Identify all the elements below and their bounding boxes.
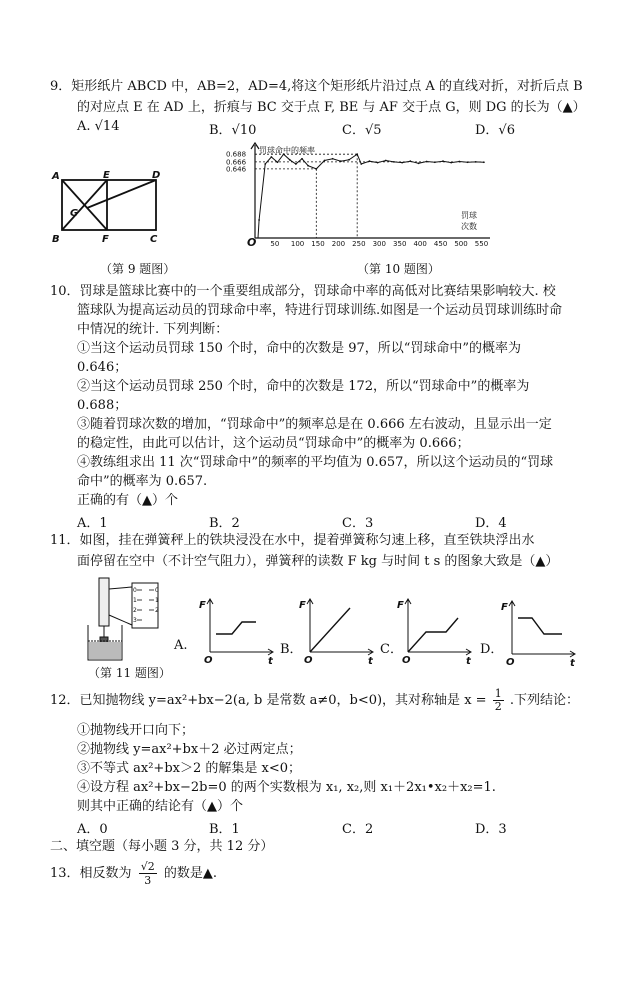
q12-stmt-2: ②抛物线 y=ax²+bx＋2 必过两定点； [77, 742, 302, 757]
q11-option-d-label: D． [480, 642, 504, 657]
chart-x-tick: 400 [413, 240, 427, 248]
chart-point [356, 153, 358, 155]
figure-9 [50, 168, 170, 248]
q12-option-a: A．0 [77, 822, 108, 837]
chart-point [377, 162, 379, 164]
scale-mark-3: 3 [133, 617, 137, 624]
q9-option-c: C．√5 [342, 123, 382, 138]
q11-option-a-label: A. [174, 638, 188, 653]
q11-line-2: 面停留在空中（不计空气阻力），弹簧秤的读数 F kg 与时间 t s 的图象大致是（▲） [77, 554, 559, 569]
graph-d-f: F [501, 602, 508, 613]
q12-stmt-4: ④设方程 ax²+bx−2b=0 的两个实数根为 x₁, x₂,则 x₁＋2x₁•x₂＋x₂=1. [77, 780, 496, 795]
fig11-caption: （第 11 题图） [88, 666, 171, 680]
chart-y-label: 罚球命中的频率 [259, 146, 315, 155]
q12-option-d: D．3 [475, 822, 507, 837]
chart-point [434, 161, 436, 163]
chart-x-tick: 450 [433, 240, 448, 248]
q9-option-a: A. √14 [77, 119, 120, 134]
chart-point [332, 158, 334, 160]
chart-x-label-2: 次数 [461, 222, 477, 231]
q13-post: 的数是▲. [163, 866, 217, 881]
fig9-label-e: E [103, 170, 110, 181]
q10-stmt-1a: ①当这个运动员罚球 150 个时，命中的次数是 97，所以“罚球命中”的概率为 [77, 341, 522, 356]
q13-frac-num: √2 [140, 860, 155, 873]
chart-x-tick: 150 [311, 240, 325, 248]
chart-point [393, 161, 395, 163]
fig10-caption: （第 10 题图） [357, 262, 440, 276]
chart-point [401, 162, 403, 164]
chart-x-tick: 550 [474, 240, 489, 248]
graph-c-f: F [397, 600, 404, 611]
q13-pre: 13．相反数为 [50, 866, 132, 881]
chart-point [467, 161, 469, 163]
fig9-label-c: C [150, 234, 158, 245]
chart-point [315, 168, 317, 170]
graph-a-f: F [199, 600, 206, 611]
chart-x-tick: 100 [290, 240, 305, 248]
q10-option-a: A．1 [77, 516, 108, 531]
chart-y-tick: 0.688 [226, 150, 247, 159]
fig9-label-d: D [152, 170, 161, 181]
q10-stmt-3b: 的稳定性，由此可以估计，这个运动员“罚球命中”的概率为 0.666； [77, 436, 470, 451]
q10-option-c: C．3 [342, 516, 374, 531]
chart-point [301, 158, 303, 160]
chart-x-label-1: 罚球 [461, 211, 477, 220]
graph-b-f: F [299, 600, 306, 611]
chart-y-tick: 0.666 [226, 158, 247, 167]
graph-c-o: O [402, 655, 411, 664]
q10-line-2: 篮球队为提高运动员的罚球命中率，特进行罚球训练.如图是一个运动员罚球训练时命 [77, 303, 563, 318]
q10-options [77, 512, 577, 530]
q12-line-1b: .下列结论： [509, 693, 579, 708]
q10-stmt-2a: ②当这个运动员罚球 250 个时，命中的次数是 172，所以“罚球命中”的概率为 [77, 379, 530, 394]
q12-options [77, 818, 577, 836]
chart-point [307, 165, 309, 167]
chart-point [483, 161, 485, 163]
scale-mark-r1: 1 [155, 597, 159, 604]
q12-stmt-1: ①抛物线开口向下； [77, 723, 195, 738]
q12-frac-den: 2 [494, 700, 502, 713]
chart-point [385, 160, 387, 162]
figure-10-chart [225, 140, 515, 250]
q11-graph-b [298, 594, 378, 664]
chart-point [270, 156, 272, 158]
chart-point [324, 160, 326, 162]
chart-point [348, 159, 350, 161]
chart-x-tick: 500 [454, 240, 468, 248]
q11-graph-c [396, 594, 476, 664]
graph-d-t: t [570, 658, 575, 666]
q10-ask: 正确的有（▲）个 [77, 493, 178, 508]
chart-origin: O [247, 236, 257, 249]
chart-point [458, 161, 460, 163]
q12-ask: 则其中正确的结论有（▲）个 [77, 799, 243, 814]
chart-point [264, 163, 266, 165]
q10-line-3: 中情况的统计. 下列判断： [77, 322, 229, 337]
q9-option-d: D．√6 [475, 123, 515, 138]
chart-point [409, 160, 411, 162]
graph-b-t: t [368, 656, 373, 664]
q10-option-d: D．4 [475, 516, 507, 531]
q11-line-1: 11．如图，挂在弹簧秤上的铁块浸没在水中，提着弹簧称匀速上移，直至铁块浮出水 [50, 533, 535, 548]
q9-line-1: 9．矩形纸片 ABCD 中，AB=2，AD=4,将这个矩形纸片沿过点 A 的直线对折，对折后点 B [50, 79, 583, 94]
q12-option-b: B．1 [209, 822, 240, 837]
scale-mark-0: 0 [133, 587, 137, 594]
graph-b-o: O [304, 655, 313, 664]
chart-guides [255, 154, 484, 238]
chart-series [258, 153, 485, 238]
q13-frac-den: 3 [144, 874, 152, 887]
q12-option-c: C．2 [342, 822, 374, 837]
figure-11 [82, 575, 172, 663]
q12-fraction [493, 688, 504, 713]
graph-d-o: O [506, 657, 515, 666]
q11-graph-d [500, 596, 580, 666]
fig9-label-b: B [52, 234, 60, 245]
chart-point [295, 163, 297, 165]
q13-line [50, 860, 217, 887]
chart-point [360, 163, 362, 165]
q12-line-1a: 12．已知抛物线 y=ax²+bx−2(a, b 是常数 a≠0，b<0)，其对称轴是 x = [50, 693, 487, 708]
q12-stmt-3: ③不等式 ax²+bx＞2 的解集是 x<0； [77, 761, 302, 776]
q10-stmt-4a: ④教练组求出 11 次“罚球命中”的频率的平均值为 0.657，所以这个运动员的“罚球 [77, 455, 554, 470]
chart-x-tick: 250 [352, 240, 366, 248]
q11-option-b-label: B． [280, 642, 303, 657]
fig9-label-f: F [102, 234, 109, 245]
chart-point [369, 160, 371, 162]
q10-stmt-2b: 0.688； [77, 398, 128, 413]
fig9-label-g: G [70, 208, 79, 219]
q10-stmt-4b: 命中”的概率为 0.657. [77, 474, 208, 489]
chart-x-tick: 350 [393, 240, 407, 248]
chart-y-tick: 0.646 [226, 165, 247, 174]
chart-point [418, 162, 420, 164]
chart-point [426, 161, 428, 163]
chart-point [289, 159, 291, 161]
graph-c-t: t [466, 656, 471, 664]
section-2-heading: 二、填空题（每小题 3 分，共 12 分） [50, 839, 274, 854]
q12-line-1 [50, 688, 579, 713]
chart-series-line [258, 154, 484, 238]
scale-mark-2: 2 [133, 607, 137, 614]
scale-mark-r2: 2 [155, 607, 159, 614]
chart-x-tick: 50 [270, 240, 280, 248]
chart-point [475, 161, 477, 163]
chart-x-tick: 300 [372, 240, 386, 248]
chart-point [258, 219, 260, 221]
chart-point [450, 162, 452, 164]
fig9-label-a: A [52, 171, 60, 182]
scale-mark-1: 1 [133, 597, 137, 604]
q11-option-c-label: C． [380, 642, 403, 657]
q12-frac-num: 1 [494, 687, 502, 700]
q11-graph-a [198, 594, 278, 664]
chart-point [442, 160, 444, 162]
q9-options [77, 119, 577, 137]
scale-mark-r0: 0 [155, 587, 159, 594]
chart-point [277, 161, 279, 163]
q10-stmt-3a: ③随着罚球次数的增加，“罚球命中”的频率总是在 0.666 左右波动，且显示出一定 [77, 417, 552, 432]
graph-a-t: t [268, 656, 273, 664]
q9-line-2: 的对应点 E 在 AD 上，折痕与 BC 交于点 F, BE 与 AF 交于点 G，则 DG 的长为（▲） [77, 100, 586, 115]
graph-a-o: O [204, 655, 213, 664]
fig9-caption: （第 9 题图） [100, 262, 176, 276]
chart-x-tick: 200 [331, 240, 346, 248]
chart-point [340, 160, 342, 162]
q13-fraction [139, 860, 157, 887]
q9-option-b: B．√10 [209, 123, 257, 138]
q10-stmt-1b: 0.646； [77, 360, 128, 375]
q10-option-b: B．2 [209, 516, 240, 531]
q10-line-1: 10．罚球是篮球比赛中的一个重要组成部分，罚球命中率的高低对比赛结果影响较大. 校 [50, 284, 556, 299]
